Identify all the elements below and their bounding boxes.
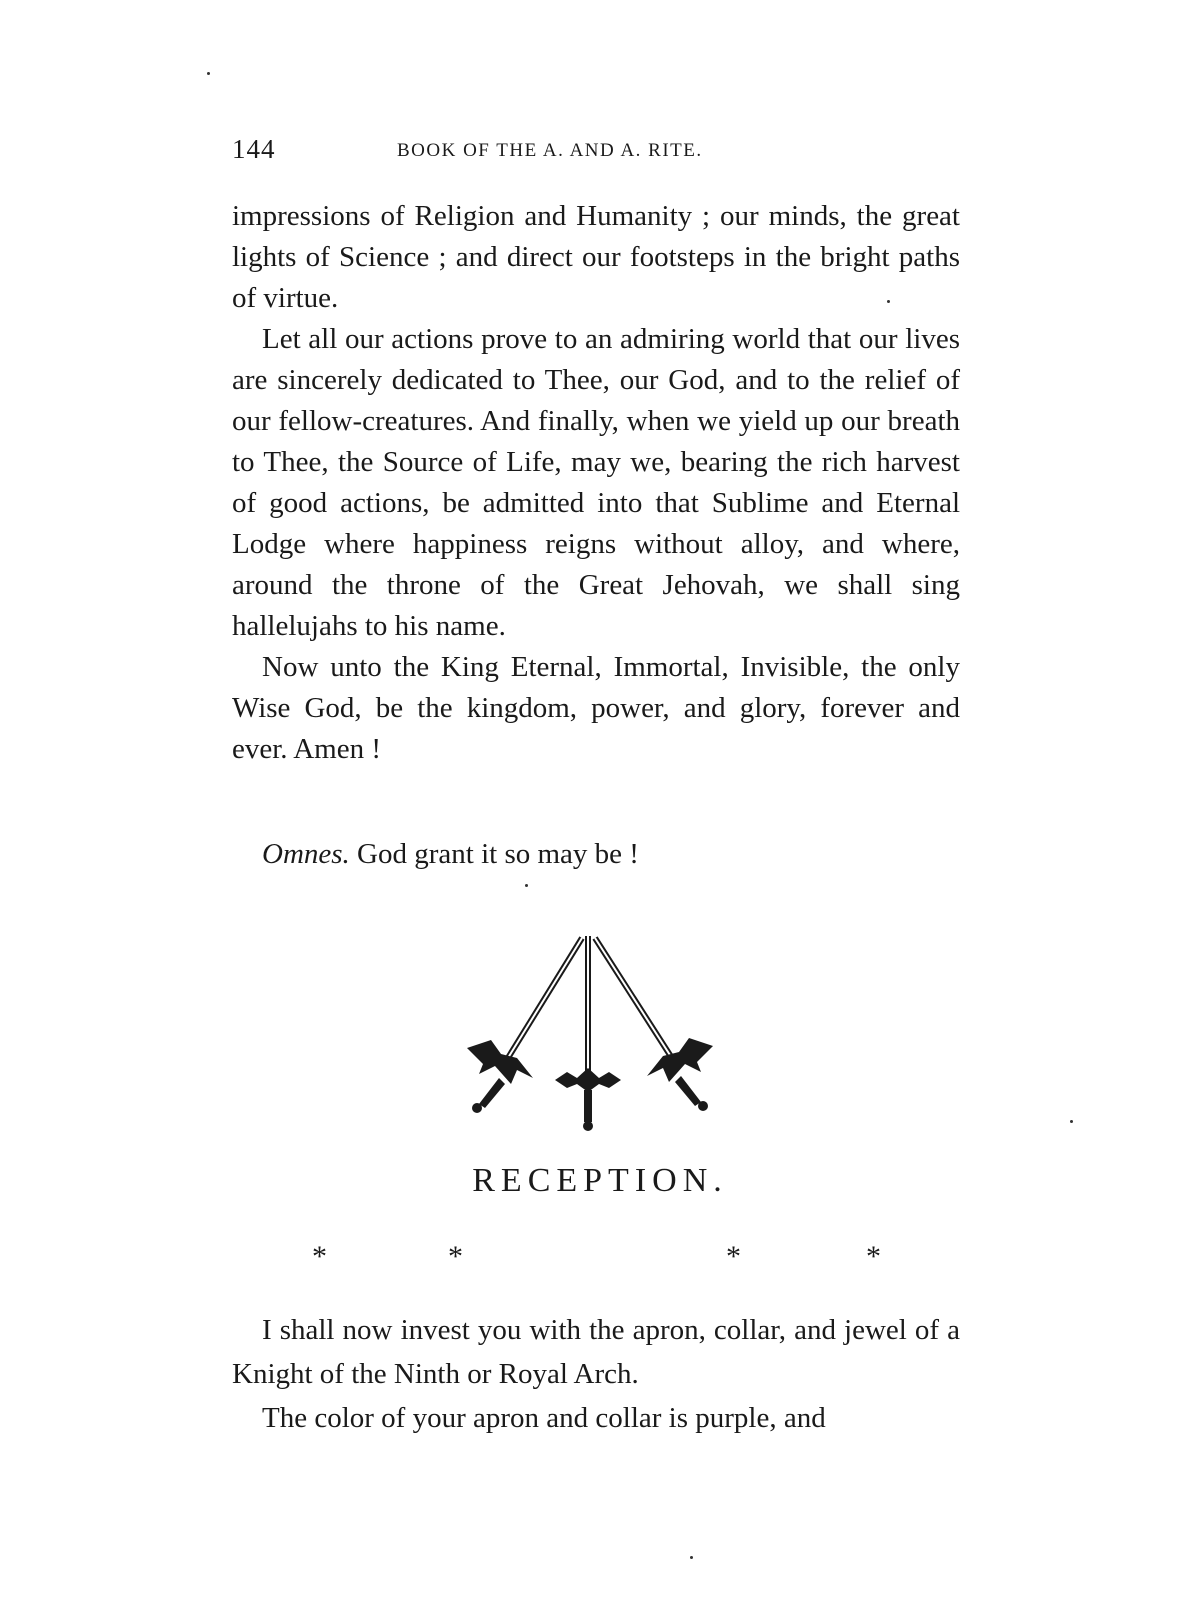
running-head-title: BOOK OF THE A. AND A. RITE. [397,140,703,161]
omnes-response [262,834,639,875]
speaker-label: Omnes. [262,838,350,870]
paper-speck [887,300,890,303]
paper-speck [1070,1120,1073,1123]
paragraph: Let all our actions prove to an admiring world that our lives are sincerely dedicated to Thee, our God, and to the relief of our fellow-creatures. And finally, when we yield up our breath to Thee, the Source of Life, may we, bearing the rich harvest of good actions, be admitted into that Sublime and Eternal Lodge where happiness reigns without alloy, and where, around the throne of the Great Jehovah, we shall sing hallelujahs to his name. [232,323,960,642]
reception-text [232,1308,960,1440]
paper-speck [207,72,210,75]
paper-speck [690,1556,693,1559]
asterisk-separator: * [866,1240,881,1273]
paragraph: Now unto the King Eternal, Immortal, Invisible, the only Wise God, be the kingdom, power, and glory, forever and ever. Amen ! [232,651,960,765]
paper-speck [525,884,528,887]
asterisk-separator: * [726,1240,741,1273]
asterisk-separator: * [448,1240,463,1273]
three-crossed-swords-icon [455,928,725,1133]
paragraph: impressions of Religion and Humanity ; our minds, the great lights of Science ; and direct our footsteps in the bright paths of virtue. [232,200,960,314]
response-text: God grant it so may be ! [349,838,639,870]
section-heading: RECEPTION. [472,1162,728,1199]
page-number: 144 [232,134,276,164]
paragraph: The color of your apron and collar is purple, and [262,1402,826,1434]
left-sword [467,938,582,1113]
running-head [232,134,960,174]
paragraph: I shall now invest you with the apron, collar, and jewel of a Knight of the Ninth or Royal Arch. [232,1314,960,1390]
body-text [232,196,960,770]
asterisk-separator: * [312,1240,327,1273]
